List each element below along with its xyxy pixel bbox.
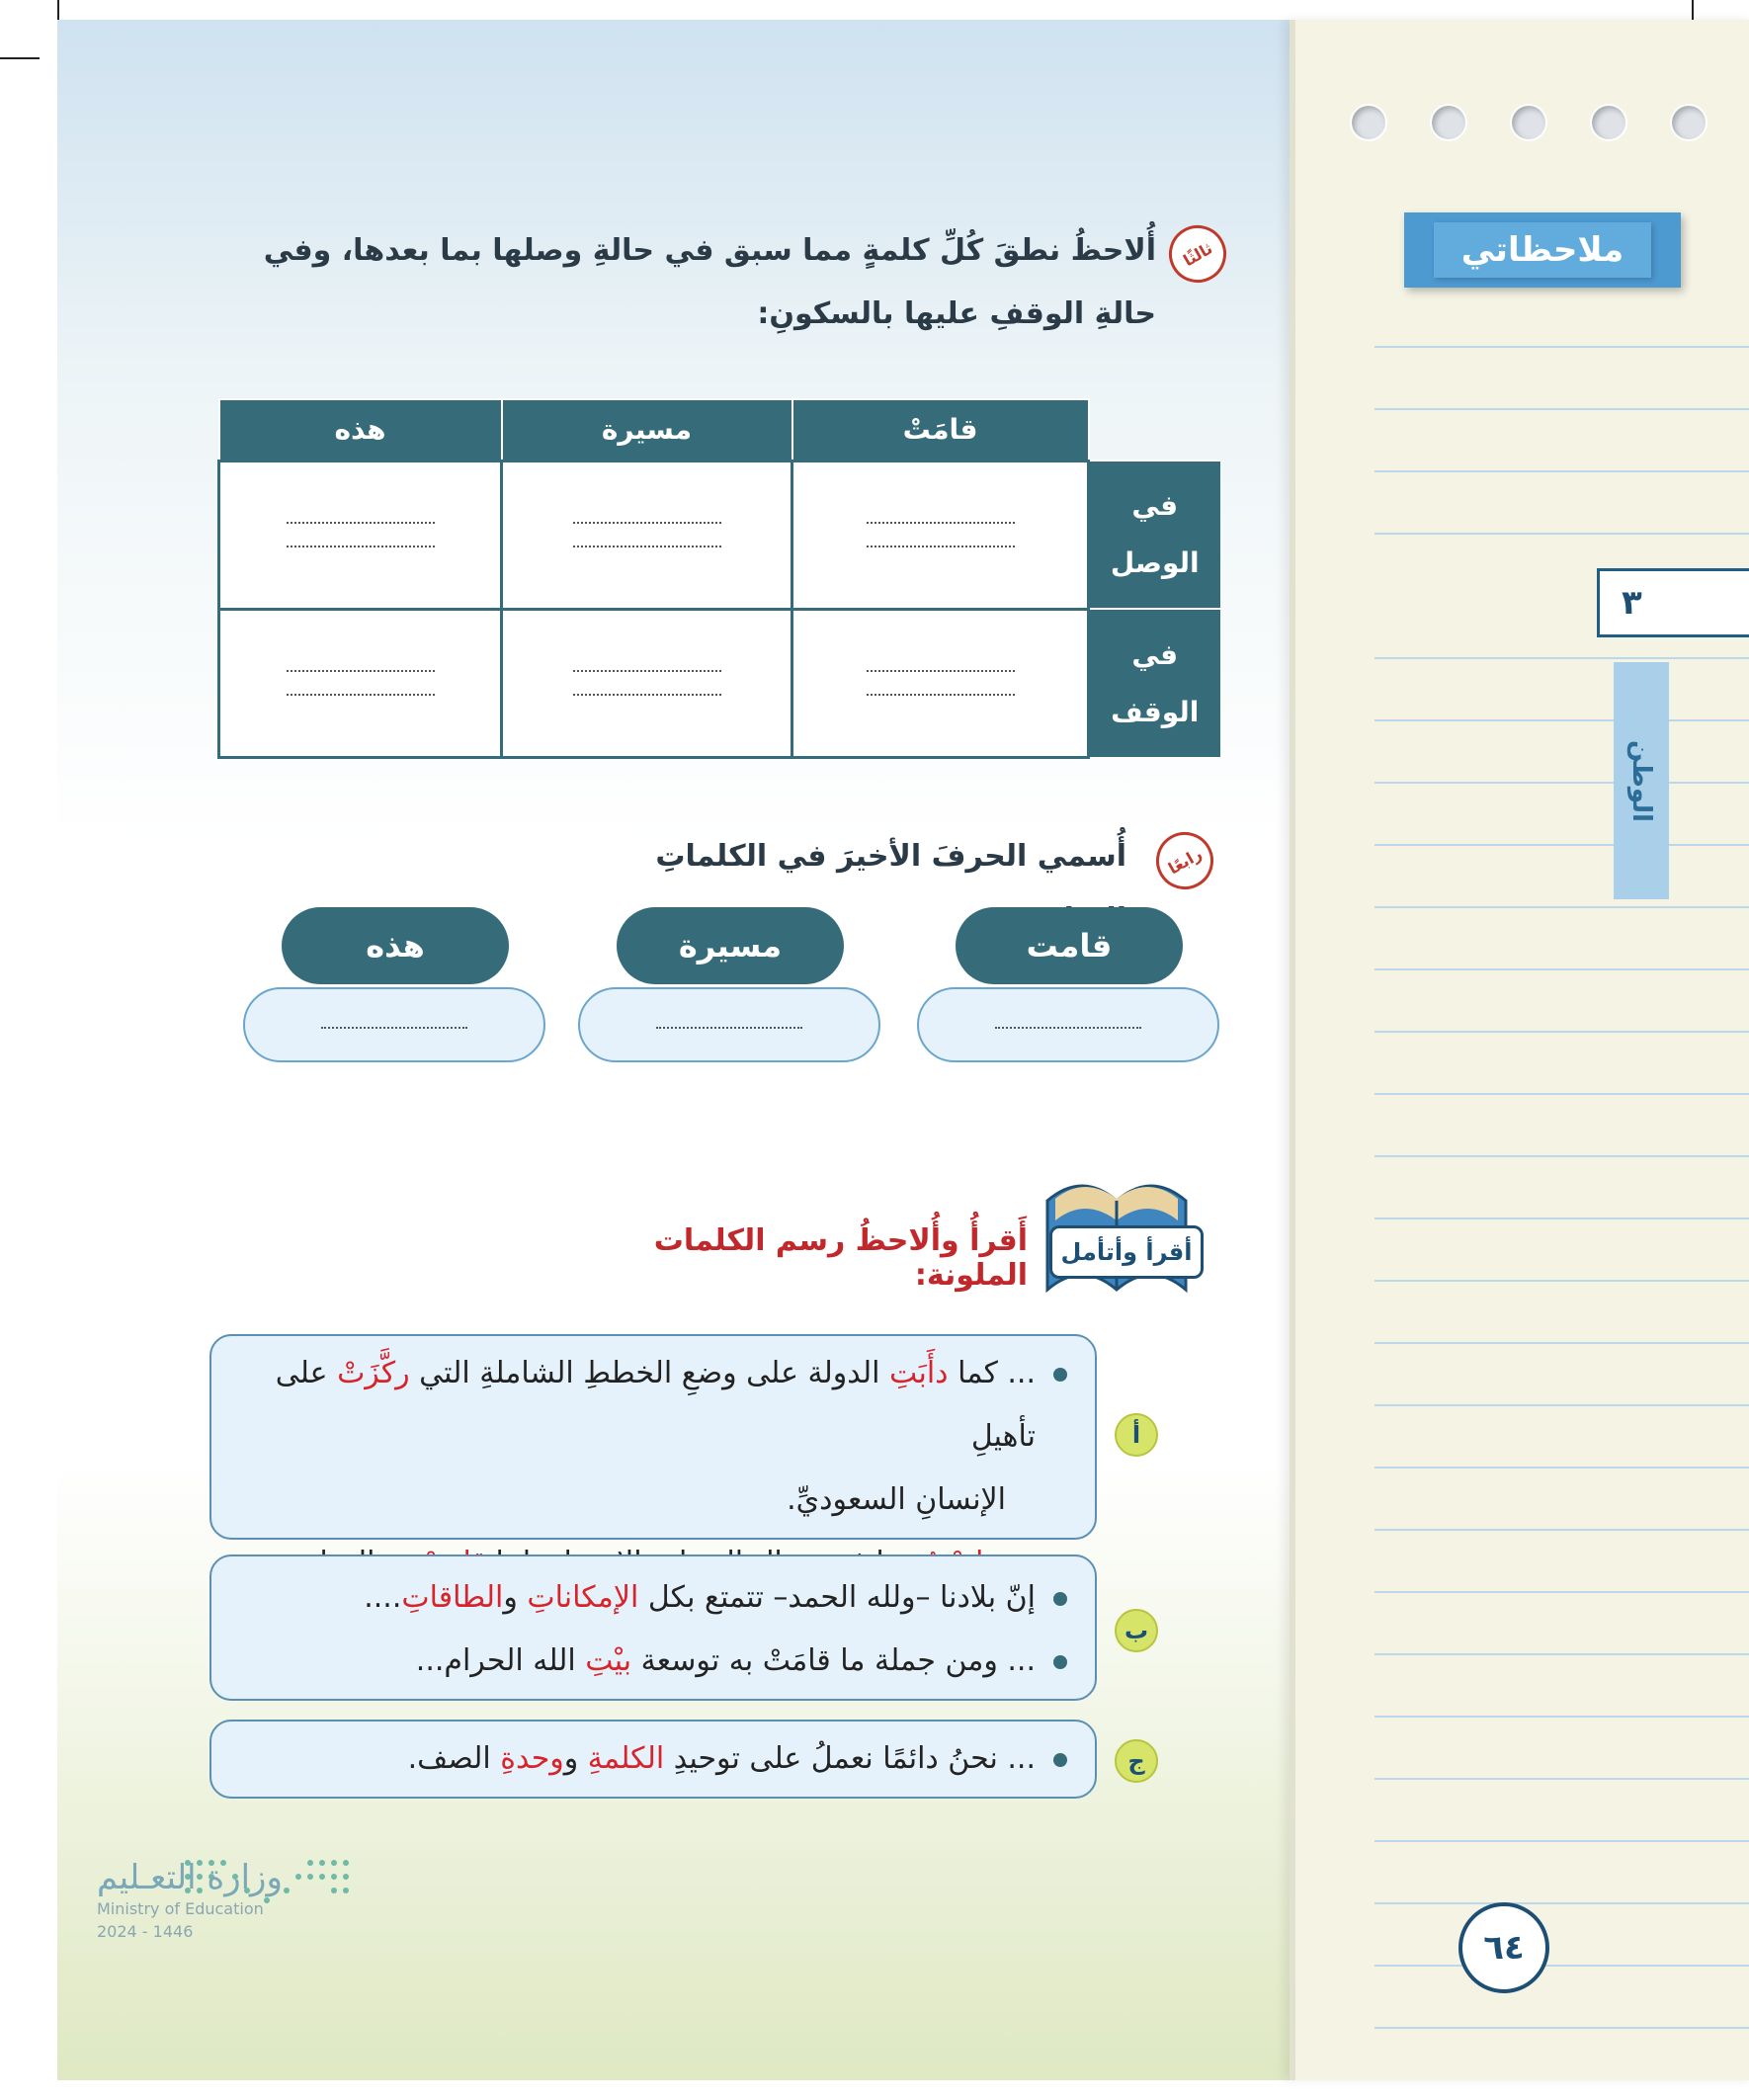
ruled-line bbox=[1374, 968, 1749, 970]
binder-ring-icon bbox=[1350, 104, 1387, 141]
notes-panel bbox=[1290, 20, 1749, 2080]
ruled-line bbox=[1374, 1716, 1749, 1718]
answer-field[interactable] bbox=[243, 987, 545, 1062]
passage-letter-a: أ bbox=[1115, 1413, 1158, 1457]
binder-ring-icon bbox=[1430, 104, 1467, 141]
ruled-line bbox=[1374, 1155, 1749, 1157]
answer-cell[interactable] bbox=[219, 609, 502, 757]
answer-cell[interactable] bbox=[792, 461, 1089, 609]
table-header: قامَتْ bbox=[792, 399, 1089, 461]
passage-line: ... كما دأَبَتِ الدولة على وضعِ الخططِ الشاملةِ التي ركَّزَتْ على تأهيلِ bbox=[241, 1342, 1055, 1469]
table-header: هذه bbox=[219, 399, 502, 461]
passage-letter-c: ج bbox=[1115, 1739, 1158, 1783]
read-and-reflect-label: أقرأ وأتأمل bbox=[1049, 1225, 1204, 1279]
ruled-line bbox=[1374, 1840, 1749, 1842]
page-number: ٦٤ bbox=[1458, 1902, 1549, 1993]
ruled-line bbox=[1374, 657, 1749, 659]
answer-cell[interactable] bbox=[219, 461, 502, 609]
ruled-line bbox=[1374, 470, 1749, 472]
answer-cell[interactable] bbox=[502, 609, 792, 757]
passage-line: ... ومن جملة ما قامَتْ به توسعة بيْتِ الله الحرام... bbox=[241, 1630, 1055, 1693]
ruled-line bbox=[1374, 2027, 1749, 2029]
passage-line: إنّ بلادنا –ولله الحمد– تتمتع بكل الإمكاناتِ والطاقاتِ.... bbox=[241, 1566, 1055, 1630]
ruled-line bbox=[1374, 1653, 1749, 1655]
ruled-line bbox=[1374, 844, 1749, 846]
ruled-line bbox=[1374, 1342, 1749, 1344]
section3-instruction: أُلاحظُ نطقَ كُلِّ كلمةٍ مما سبق في حالةِ وصلها بما بعدها، وفي حالةِ الوقفِ عليها بالسكونِ: bbox=[263, 233, 1156, 331]
notes-title: ملاحظاتي bbox=[1404, 212, 1681, 288]
pronunciation-table bbox=[217, 398, 1220, 759]
binder-ring-icon bbox=[1670, 104, 1707, 141]
ruled-line bbox=[1374, 1031, 1749, 1033]
section-badge-fourth: رابعًا bbox=[1145, 821, 1223, 899]
answer-field[interactable] bbox=[917, 987, 1219, 1062]
section4-instruction: أُسمي الحرفَ الأخيرَ في الكلماتِ bbox=[655, 839, 1126, 874]
answer-field[interactable] bbox=[578, 987, 880, 1062]
ruled-line bbox=[1374, 1280, 1749, 1282]
ruled-line bbox=[1374, 1529, 1749, 1531]
ruled-line bbox=[1374, 1778, 1749, 1780]
ruled-line bbox=[1374, 719, 1749, 721]
binder-ring-icon bbox=[1590, 104, 1627, 141]
ruled-line bbox=[1374, 1965, 1749, 1967]
passage-box-b bbox=[209, 1554, 1097, 1701]
passage-letter-b: ب bbox=[1115, 1609, 1158, 1652]
ruled-line bbox=[1374, 1093, 1749, 1095]
ministry-name-ar: وزارة التعـليم bbox=[97, 1858, 283, 1897]
ruled-line bbox=[1374, 533, 1749, 535]
section-badge-third: ثالثًا bbox=[1158, 214, 1236, 293]
binder-ring-icon bbox=[1510, 104, 1547, 141]
passage-box-a bbox=[209, 1334, 1097, 1540]
ruled-line bbox=[1374, 906, 1749, 908]
word-pill: هذه bbox=[282, 907, 509, 984]
passage-line: الإنسانِ السعوديِّ. bbox=[787, 1482, 1006, 1517]
ruled-line bbox=[1374, 782, 1749, 784]
passage-box-c bbox=[209, 1720, 1097, 1799]
row-header: في الوصل bbox=[1089, 461, 1220, 609]
ruled-line bbox=[1374, 346, 1749, 348]
ministry-year: 2024 - 1446 bbox=[97, 1922, 194, 1941]
unit-name: الوطن bbox=[1614, 662, 1669, 899]
ruled-line bbox=[1374, 408, 1749, 410]
ruled-line bbox=[1374, 1218, 1749, 1219]
answer-cell[interactable] bbox=[792, 609, 1089, 757]
ruled-line bbox=[1374, 1467, 1749, 1469]
answer-cell[interactable] bbox=[502, 461, 792, 609]
word-pill: مسيرة bbox=[617, 907, 844, 984]
table-header: مسيرة bbox=[502, 399, 792, 461]
ministry-name-en: Ministry of Education bbox=[97, 1899, 264, 1918]
crop-mark bbox=[0, 57, 40, 59]
word-pill: قامت bbox=[956, 907, 1183, 984]
ruled-line bbox=[1374, 1404, 1749, 1406]
passage-line: ... نحنُ دائمًا نعملُ على توحيدِ الكلمةِ ووحدةِ الصف. bbox=[241, 1727, 1055, 1791]
row-header: في الوقف bbox=[1089, 609, 1220, 757]
ruled-line bbox=[1374, 1902, 1749, 1904]
ministry-branding bbox=[97, 1858, 283, 1941]
ruled-line bbox=[1374, 1591, 1749, 1593]
read-instruction: أَقرأُ وأُلاحظُ رسم الكلمات الملونة: bbox=[653, 1223, 1028, 1293]
unit-number: ٣ bbox=[1597, 568, 1749, 637]
